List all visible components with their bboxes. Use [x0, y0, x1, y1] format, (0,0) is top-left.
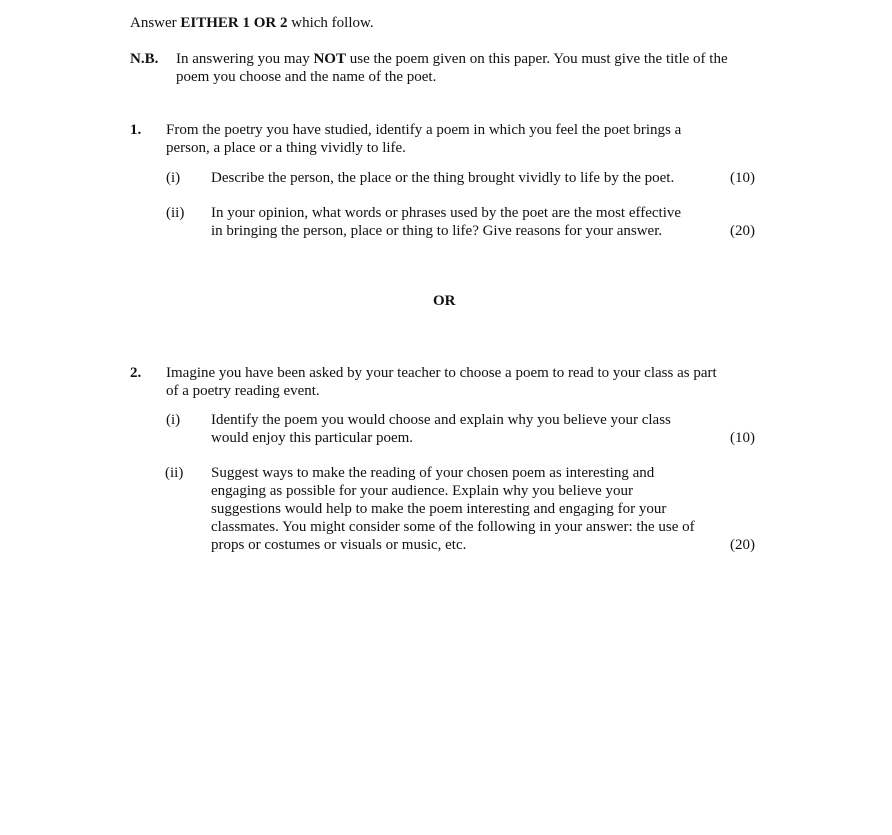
question-2-part-ii-line-2: engaging as possible for your audience. Explain why you believe your — [211, 483, 633, 499]
question-2-part-ii-marks: (20) — [730, 537, 755, 553]
question-2-part-i-line-1: Identify the poem you would choose and explain why you believe your class — [211, 412, 671, 428]
instruction-emphasis: EITHER 1 OR 2 — [180, 15, 288, 31]
question-2-part-ii-line-5: props or costumes or visuals or music, etc. — [211, 537, 467, 553]
nb-line-1 — [176, 50, 728, 68]
instruction-suffix: which follow. — [287, 15, 374, 31]
question-2-part-i-line-2: would enjoy this particular poem. — [211, 430, 414, 446]
nb-line-1-prefix: In answering you may — [176, 51, 314, 67]
nb-line-1-emphasis: NOT — [313, 51, 346, 67]
question-1-number: 1. — [130, 122, 142, 138]
question-2-part-ii-line-1: Suggest ways to make the reading of your chosen poem as interesting and — [211, 465, 655, 481]
instruction-prefix: Answer — [130, 15, 181, 31]
nb-line-1-suffix: use the poem given on this paper. You must give the title of the — [345, 51, 728, 67]
question-2-part-ii-line-3: suggestions would help to make the poem interesting and engaging for your — [211, 501, 667, 517]
question-1-part-ii-label: (ii) — [166, 205, 185, 221]
question-2-number: 2. — [130, 365, 142, 381]
question-1-part-ii-line-1: In your opinion, what words or phrases used by the poet are the most effective — [211, 205, 682, 221]
question-1-part-i-marks: (10) — [730, 170, 755, 186]
question-1-part-i-label: (i) — [166, 170, 181, 186]
question-1-part-ii-marks: (20) — [730, 223, 755, 239]
question-2-part-i-label: (i) — [166, 412, 181, 428]
question-2-part-i-marks: (10) — [730, 430, 755, 446]
question-1-stem-line-1: From the poetry you have studied, identify a poem in which you feel the poet brings a — [166, 122, 682, 138]
question-1-part-ii-line-2: in bringing the person, place or thing to life? Give reasons for your answer. — [211, 223, 663, 239]
question-2-stem-line-1: Imagine you have been asked by your teacher to choose a poem to read to your class as part — [166, 365, 717, 381]
nb-line-2: poem you choose and the name of the poet. — [176, 69, 437, 85]
question-2-stem-line-2: of a poetry reading event. — [166, 383, 320, 399]
question-1-part-i-line-1: Describe the person, the place or the thing brought vividly to life by the poet. — [211, 170, 675, 186]
or-separator: OR — [433, 293, 456, 309]
nb-label: N.B. — [130, 51, 159, 67]
instruction-line — [130, 14, 374, 32]
question-2-part-ii-label: (ii) — [165, 465, 184, 481]
question-1-stem-line-2: person, a place or a thing vividly to life. — [166, 140, 406, 156]
question-2-part-ii-line-4: classmates. You might consider some of the following in your answer: the use of — [211, 519, 695, 535]
